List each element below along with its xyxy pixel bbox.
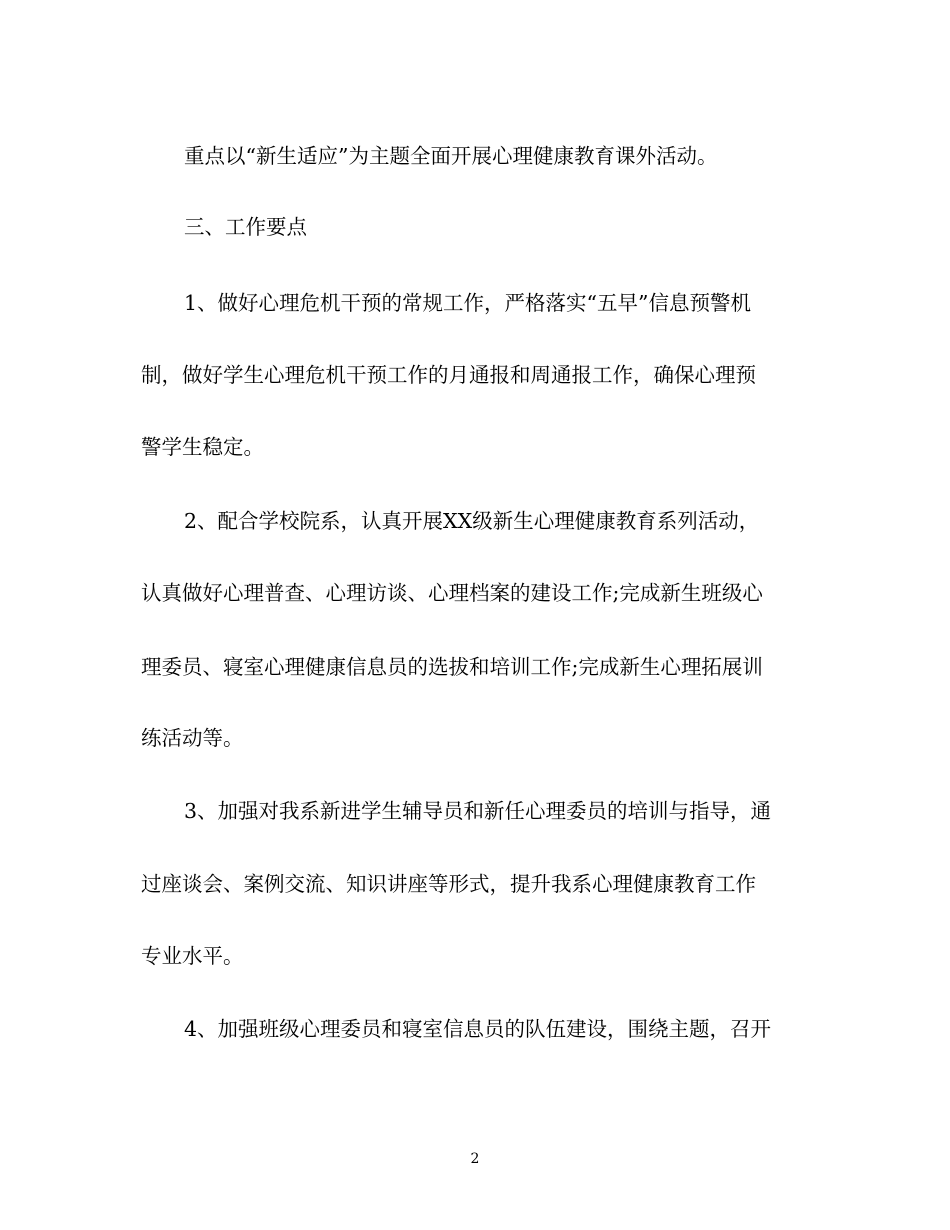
paragraph-line: 专业水平。 — [141, 944, 244, 968]
paragraph-line: 警学生稳定。 — [141, 435, 264, 459]
paragraph-line: 制，做好学生心理危机干预工作的月通报和周通报工作，确保心理预 — [141, 363, 756, 387]
paragraph-line: 过座谈会、案例交流、知识讲座等形式，提升我系心理健康教育工作 — [141, 872, 756, 896]
paragraph-line: 练活动等。 — [141, 726, 244, 750]
paragraph-line: 3、加强对我系新进学生辅导员和新任心理委员的培训与指导，通 — [184, 799, 772, 823]
paragraph-line: 认真做好心理普查、心理访谈、心理档案的建设工作;完成新生班级心 — [141, 581, 763, 605]
section-heading: 三、工作要点 — [184, 215, 307, 239]
page-number: 2 — [470, 1151, 480, 1167]
paragraph-line: 4、加强班级心理委员和寝室信息员的队伍建设，围绕主题，召开 — [184, 1017, 772, 1041]
paragraph-line: 重点以“新生适应”为主题全面开展心理健康教育课外活动。 — [184, 144, 718, 168]
paragraph-line: 理委员、寝室心理健康信息员的选拔和培训工作;完成新生心理拓展训 — [141, 655, 763, 679]
paragraph-line: 2、配合学校院系，认真开展XX级新生心理健康教育系列活动， — [184, 509, 760, 533]
paragraph-line: 1、做好心理危机干预的常规工作，严格落实“五早”信息预警机 — [184, 291, 752, 315]
